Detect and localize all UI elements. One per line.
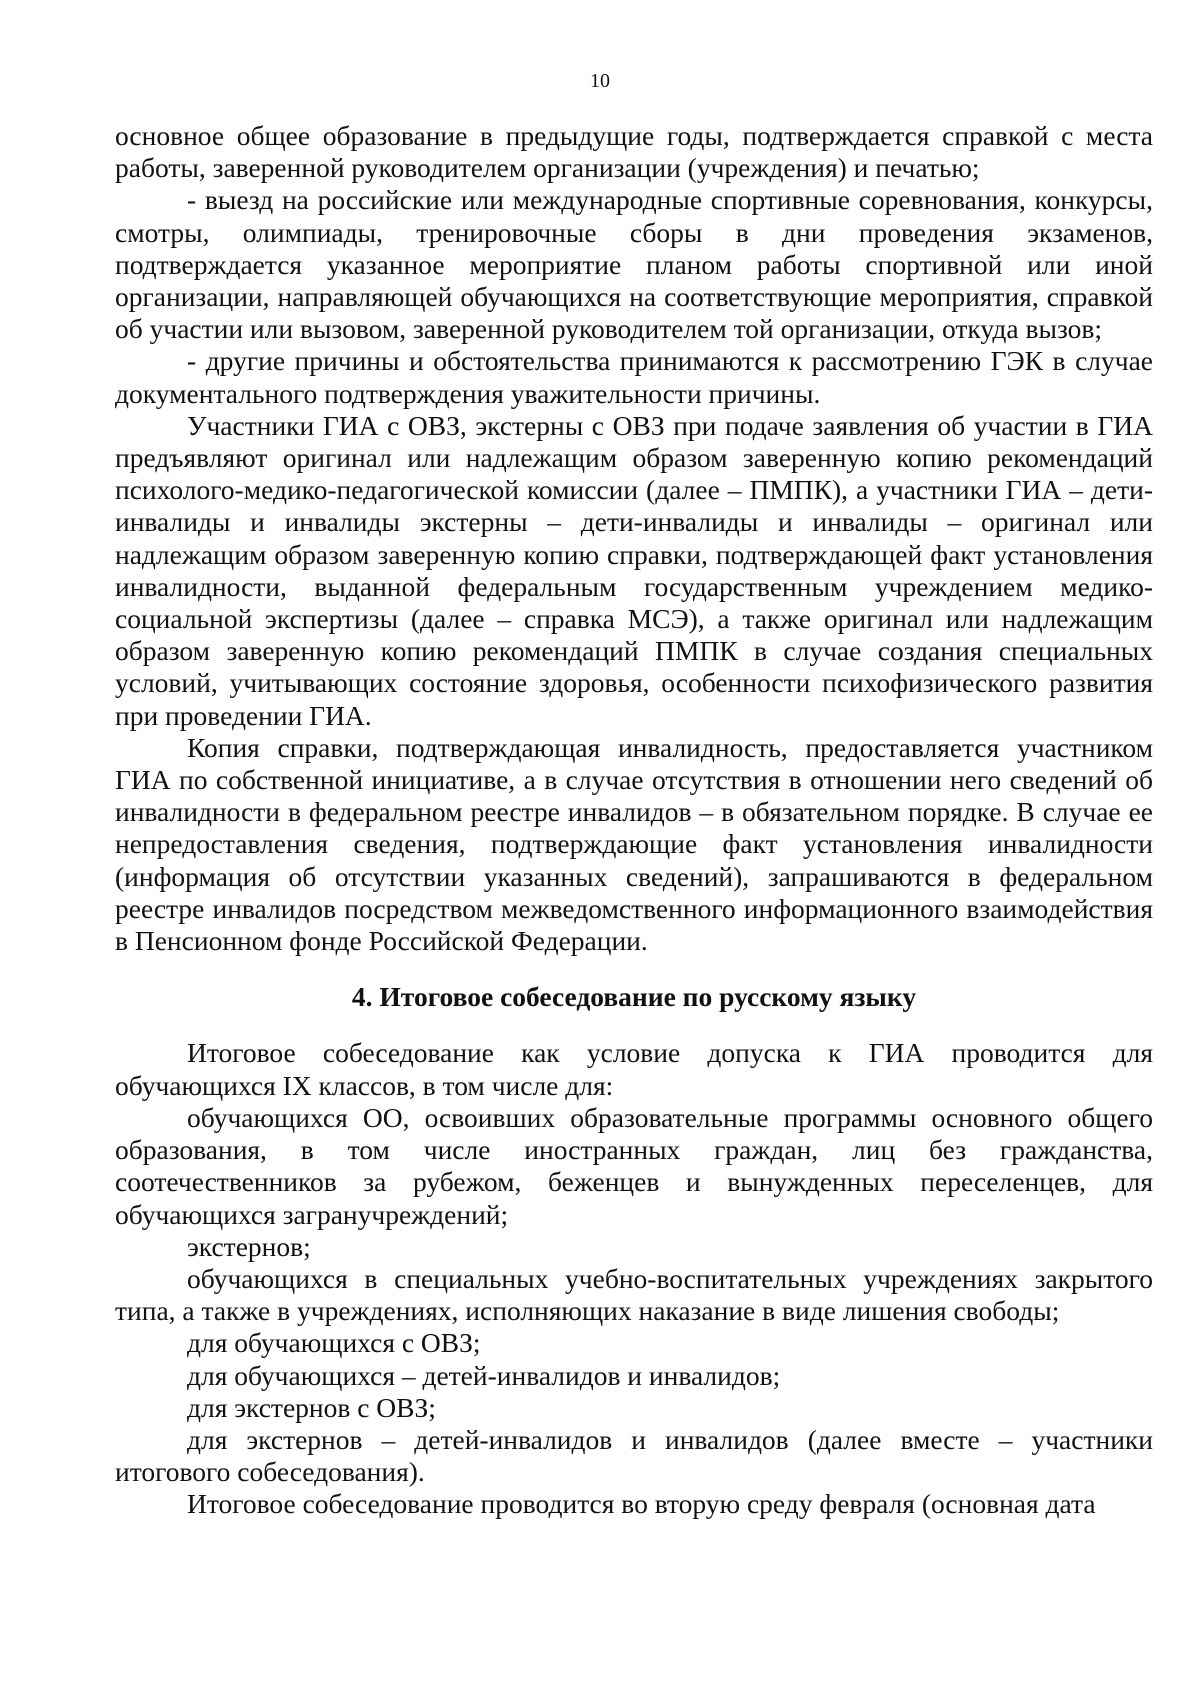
- paragraph: Копия справки, подтверждающая инвалидность, предоставляется участником ГИА по собственной инициативе, а в случае отсутствия в отношении него сведений об инвалидности в федеральном реестре инвалидов – в обязательном порядке. В случае ее непредоставления сведения, подтверждающие факт установления инвалидности (информация об отсутствии указанных сведений), запрашиваются в федеральном реестре инвалидов посредством межведомственного информационного взаимодействия в Пенсионном фонде Российской Федерации.: [115, 731, 1153, 957]
- paragraph: экстернов;: [187, 1230, 311, 1262]
- page-body: [115, 120, 1153, 1521]
- paragraph: Итоговое собеседование проводится во вторую среду февраля (основная дата: [187, 1488, 1096, 1520]
- paragraph: для экстернов с ОВЗ;: [187, 1391, 436, 1423]
- paragraph: Участники ГИА с ОВЗ, экстерны с ОВЗ при подаче заявления об участии в ГИА предъявляют оригинал или надлежащим образом заверенную копию рекомендаций психолого-медико-педагогической комиссии (далее – ПМПК), а участники ГИА – дети-инвалиды и инвалиды экстерны – дети-инвалиды и инвалиды – оригинал или надлежащим образом заверенную копию справки, подтверждающей факт установления инвалидности, выданной федеральным государственным учреждением медико-социальной экспертизы (далее – справка МСЭ), а также оригинал или надлежащим образом заверенную копию рекомендаций ПМПК в случае создания специальных условий, учитывающих состояние здоровья, особенности психофизического развития при проведении ГИА.: [115, 409, 1153, 731]
- page-number: 10: [590, 70, 610, 92]
- paragraph: для обучающихся с ОВЗ;: [187, 1327, 481, 1359]
- paragraph: - другие причины и обстоятельства принимаются к рассмотрению ГЭК в случае документального подтверждения уважительности причины.: [115, 345, 1153, 409]
- paragraph: обучающихся в специальных учебно-воспитательных учреждениях закрытого типа, а также в учреждениях, исполняющих наказание в виде лишения свободы;: [115, 1262, 1153, 1327]
- paragraph: для обучающихся – детей-инвалидов и инвалидов;: [187, 1359, 781, 1391]
- paragraph: - выезд на российские или международные спортивные соревнования, конкурсы, смотры, олимпиады, тренировочные сборы в дни проведения экзаменов, подтверждается указанное мероприятие планом работы спортивной или иной организации, направляющей обучающихся на соответствующие мероприятия, справкой об участии или вызовом, заверенной руководителем той организации, откуда вызов;: [115, 184, 1153, 345]
- section-heading: 4. Итоговое собеседование по русскому языку: [351, 981, 917, 1013]
- paragraph: обучающихся ОО, освоивших образовательные программы основного общего образования, в том числе иностранных граждан, лиц без гражданства, соотечественников за рубежом, беженцев и вынужденных переселенцев, для обучающихся загранучреждений;: [115, 1101, 1153, 1230]
- paragraph: Итоговое собеседование как условие допуска к ГИА проводится для обучающихся IX классов, в том числе для:: [115, 1037, 1153, 1101]
- paragraph: основное общее образование в предыдущие годы, подтверждается справкой с места работы, заверенной руководителем организации (учреждения) и печатью;: [115, 120, 1153, 184]
- paragraph: для экстернов – детей-инвалидов и инвалидов (далее вместе – участники итогового собеседования).: [115, 1423, 1153, 1488]
